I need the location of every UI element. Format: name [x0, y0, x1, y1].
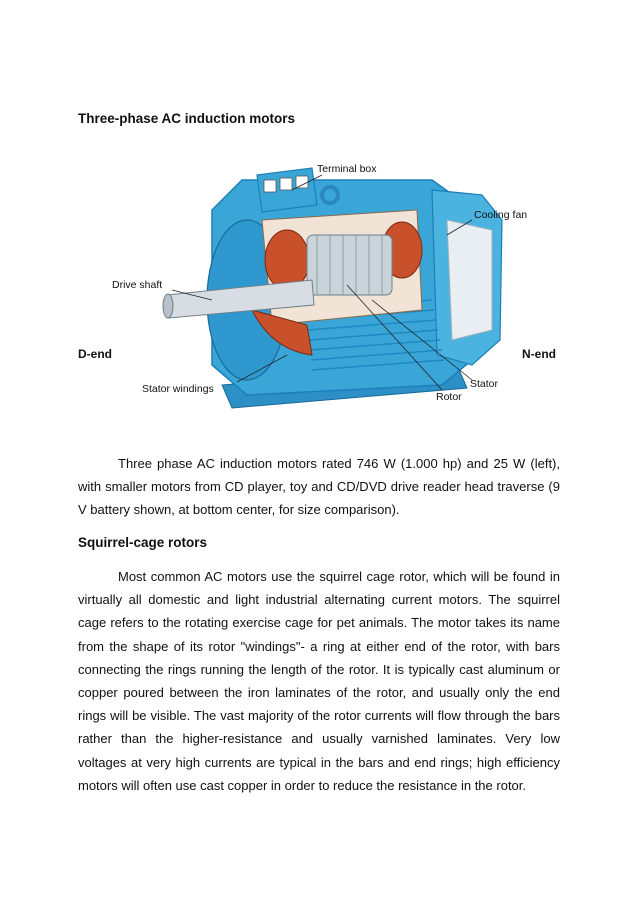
label-drive-shaft: Drive shaft: [112, 279, 163, 291]
label-cooling-fan: Cooling fan: [474, 209, 528, 221]
figure-caption-text: Three phase AC induction motors rated 746 W (1.000 hp) and 25 W (left), with smaller motors from CD player, toy and CD/DVD drive reader head traverse (9 V battery shown, at bottom center, for size comparison).: [78, 456, 560, 518]
label-d-end: D-end: [78, 347, 112, 361]
motor-cutaway-illustration: [72, 150, 572, 415]
label-stator-windings: Stator windings: [142, 383, 214, 395]
label-terminal-box: Terminal box: [317, 163, 377, 175]
label-stator: Stator: [470, 378, 499, 390]
label-n-end: N-end: [522, 347, 556, 361]
label-rotor: Rotor: [436, 391, 462, 403]
figure-caption-paragraph: [78, 452, 560, 522]
section-heading-squirrel-cage: Squirrel-cage rotors: [78, 535, 208, 550]
squirrel-cage-text: Most common AC motors use the squirrel cage rotor, which will be found in virtually all domestic and light industrial alternating current motors. The squirrel cage refers to the rotating exercise cage for pet animals. The motor takes its name from the shape of its rotor "windings"- a ring at either end of the rotor, with bars connecting the rings running the length of the rotor. It is typically cast aluminum or copper poured between the iron laminates of the rotor, and usually only the end rings will be visible. The vast majority of the rotor currents will flow through the bars rather than the higher-resistance and usually varnished laminates. Very low voltages at very high currents are typical in the bars and end rings; high efficiency motors will often use cast copper in order to reduce the resistance in the rotor.: [78, 569, 560, 793]
section-heading-induction-motors: Three-phase AC induction motors: [78, 111, 296, 126]
squirrel-cage-paragraph: [78, 565, 560, 797]
